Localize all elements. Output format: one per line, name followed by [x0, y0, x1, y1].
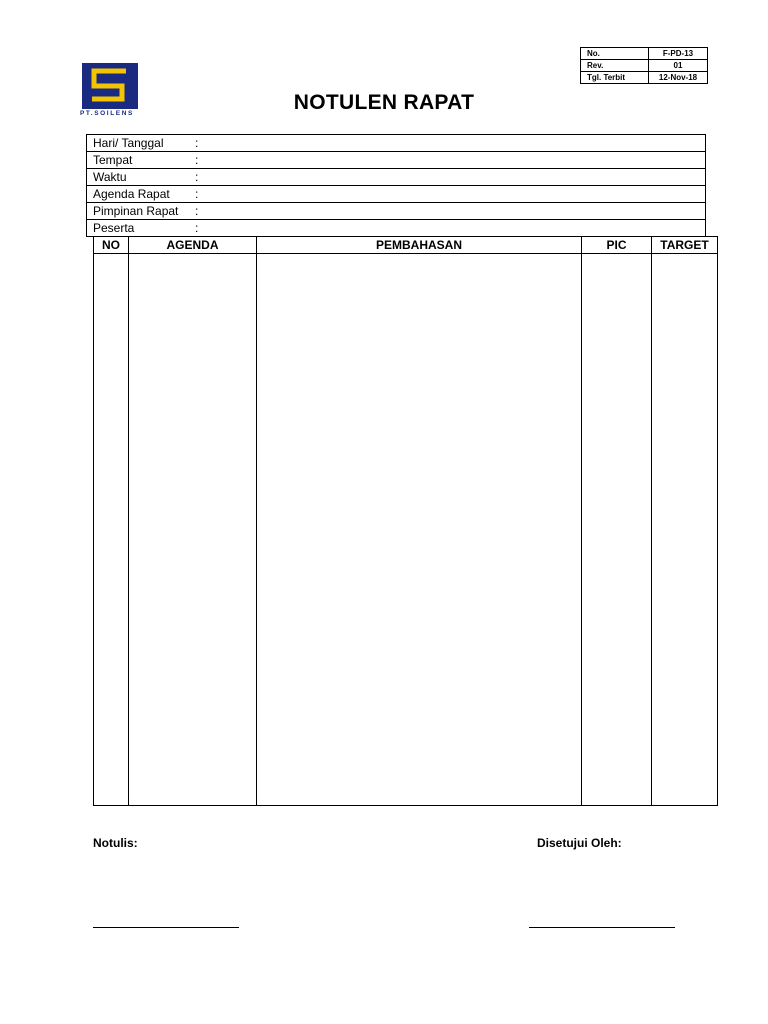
document-info-table [580, 47, 708, 84]
field-colon: : [195, 187, 199, 201]
column-header-pic: PIC [582, 237, 652, 254]
cell-pembahasan[interactable] [257, 254, 582, 806]
field-colon: : [195, 136, 199, 150]
doc-info-row [581, 48, 708, 60]
field-pimpinan-rapat[interactable] [87, 203, 705, 220]
meeting-info-box [86, 134, 706, 237]
cell-no[interactable] [94, 254, 129, 806]
doc-info-row [581, 60, 708, 72]
field-label: Waktu [93, 170, 127, 184]
column-header-agenda: AGENDA [129, 237, 257, 254]
doc-info-row [581, 72, 708, 84]
column-header-pembahasan: PEMBAHASAN [257, 237, 582, 254]
field-hari-tanggal[interactable] [87, 135, 705, 152]
field-colon: : [195, 204, 199, 218]
column-header-no: NO [94, 237, 129, 254]
field-label: Agenda Rapat [93, 187, 170, 201]
field-label: Pimpinan Rapat [93, 204, 179, 218]
doc-info-value: 01 [649, 60, 708, 72]
field-tempat[interactable] [87, 152, 705, 169]
cell-agenda[interactable] [129, 254, 257, 806]
cell-target[interactable] [652, 254, 718, 806]
notulis-label: Notulis: [93, 836, 138, 850]
table-row [94, 254, 718, 806]
field-colon: : [195, 170, 199, 184]
minutes-table [93, 236, 718, 806]
table-header-row [94, 237, 718, 254]
field-colon: : [195, 221, 199, 235]
field-colon: : [195, 153, 199, 167]
field-peserta[interactable] [87, 220, 705, 237]
company-name: PT.SOILENS [80, 110, 134, 117]
field-label: Peserta [93, 221, 135, 235]
field-label: Hari/ Tanggal [93, 136, 164, 150]
approved-by-label: Disetujui Oleh: [537, 836, 622, 850]
field-label: Tempat [93, 153, 133, 167]
doc-info-value: F-PD-13 [649, 48, 708, 60]
page-title: NOTULEN RAPAT [293, 91, 475, 114]
notulis-signature-line[interactable] [93, 927, 239, 928]
field-agenda-rapat[interactable] [87, 186, 705, 203]
doc-info-key: No. [581, 48, 649, 60]
approver-signature-line[interactable] [529, 927, 675, 928]
cell-pic[interactable] [582, 254, 652, 806]
field-waktu[interactable] [87, 169, 705, 186]
column-header-target: TARGET [652, 237, 718, 254]
doc-info-key: Rev. [581, 60, 649, 72]
doc-info-key: Tgl. Terbit [581, 72, 649, 84]
doc-info-value: 12-Nov-18 [649, 72, 708, 84]
